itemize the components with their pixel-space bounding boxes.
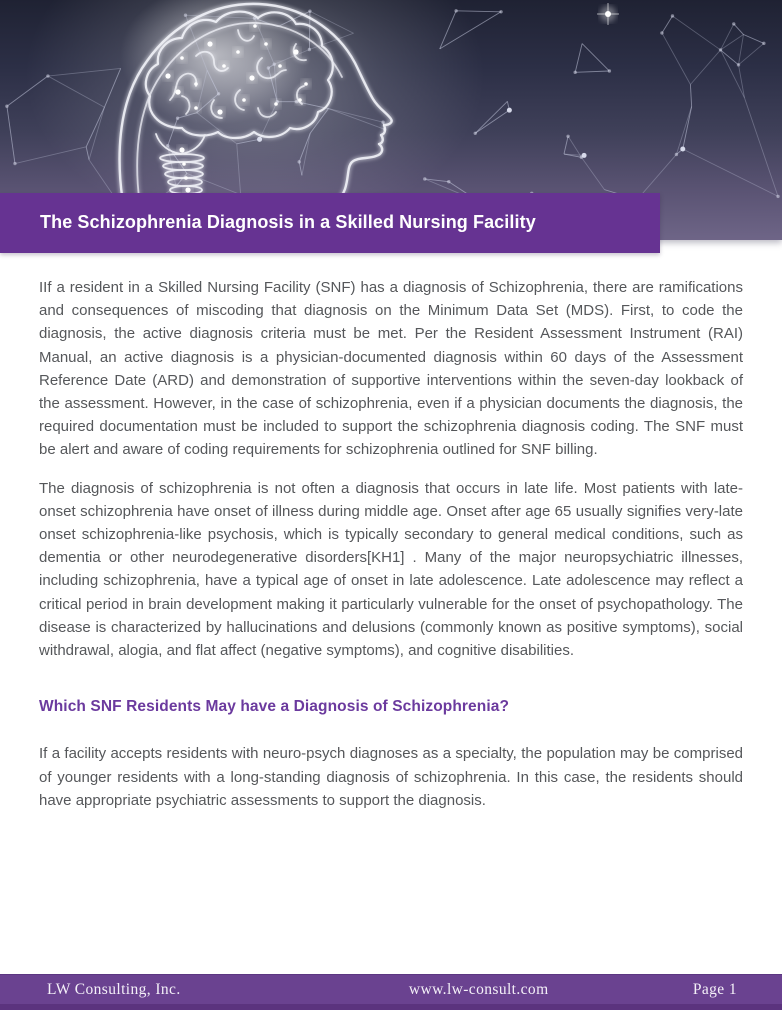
title-banner (0, 193, 660, 253)
paragraph-intro: IIf a resident in a Skilled Nursing Facility (SNF) has a diagnosis of Schizophrenia, there are ramifications and consequences of miscoding that diagnosis on the Minimum Data Set (MDS). First, to code the diagnosis, the active diagnosis criteria must be met. Per the Resident Assessment Instrument (RAI) Manual, an active diagnosis is a physician-documented diagnosis within 60 days of the Assessment Reference Date (ARD) and demonstration of supportive interventions within the seven-day lookback of the assessment. However, in the case of schizophrenia, even if a physician documents the diagnosis, the required documentation must be included to support the schizophrenia diagnosis coding. The SNF must be alert and aware of coding requirements for schizophrenia outlined for SNF billing. (39, 279, 743, 459)
article-body (0, 240, 782, 812)
footer-page-number: Page 1 (692, 980, 737, 998)
paragraph-late-life: The diagnosis of schizophrenia is not often a diagnosis that occurs in late life. Most patients with late-onset schizophrenia have onset of illness during middle age. Onset after age 65 usually signifies very-late onset schizophrenia-like psychosis, which is typically secondary to general medical conditions, such as dementia or other neurodegenerative disorders[KH1] . Many of the major neuropsychiatric illnesses, including schizophrenia, have a typical age of onset in late adolescence. Late adolescence may reflect a critical period in brain development making it particularly vulnerable for the onset of psychopathology. The disease is characterized by hallucinations and delusions (commonly known as positive symptoms), social withdrawal, alogia, and flat affect (negative symptoms), and cognitive disabilities. (39, 479, 743, 660)
glow-star (597, 3, 619, 25)
page-title: The Schizophrenia Diagnosis in a Skilled Nursing Facility (40, 212, 536, 233)
footer-company: LW Consulting, Inc. (47, 980, 181, 998)
hero-image (0, 0, 782, 240)
footer-bottom-edge (0, 1004, 782, 1010)
page-footer (0, 974, 782, 1010)
paragraph-residents: If a facility accepts residents with neuro-psych diagnoses as a specialty, the population may be comprised of younger residents with a long-standing diagnosis of schizophrenia. In this case, the residents should have appropriate psychiatric assessments to support the diagnosis. (39, 745, 743, 809)
footer-website: www.lw-consult.com (408, 980, 549, 998)
section-heading: Which SNF Residents May have a Diagnosis of Schizophrenia? (39, 698, 510, 716)
